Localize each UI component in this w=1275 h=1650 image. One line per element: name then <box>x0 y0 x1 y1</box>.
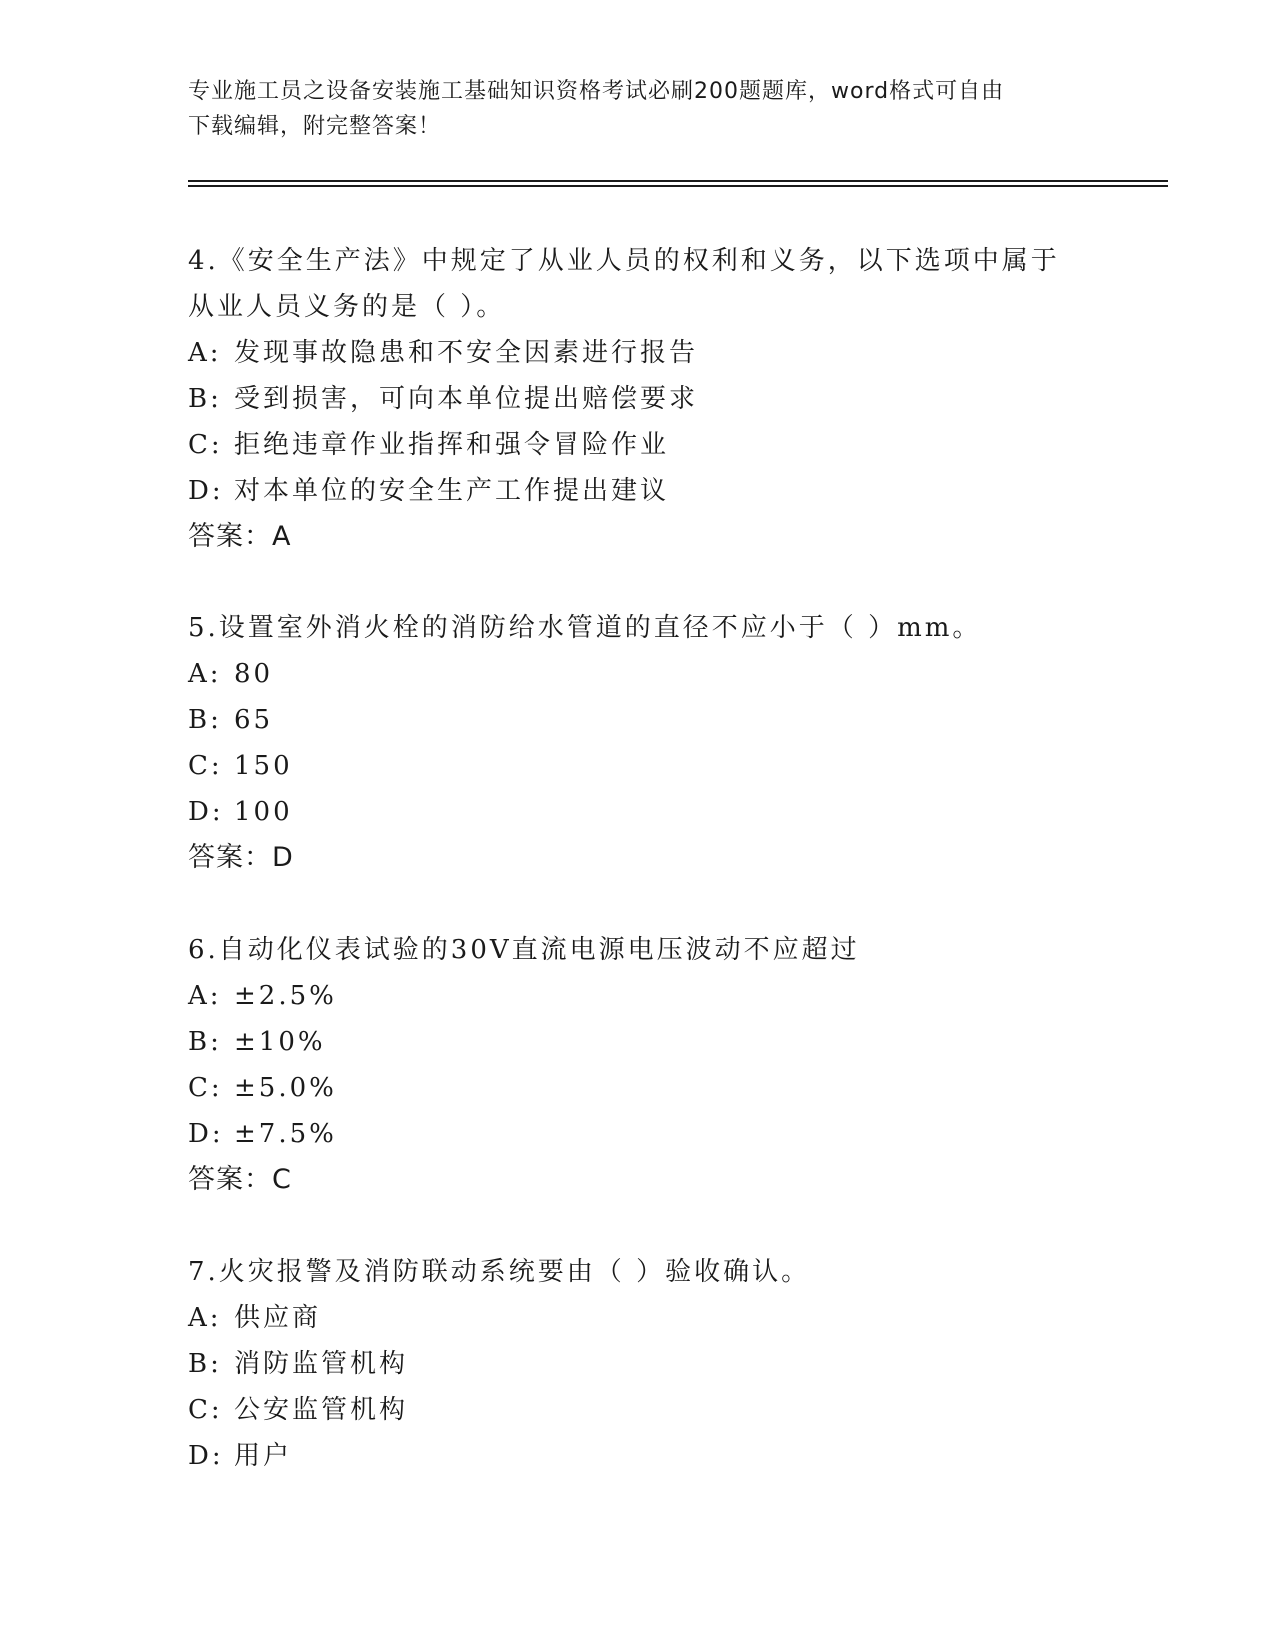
option-letter: C: <box>188 1073 223 1103</box>
question-4 <box>188 238 1108 560</box>
option-text: 80 <box>234 659 274 689</box>
option-text: 150 <box>234 751 293 781</box>
option-letter: C: <box>188 751 223 781</box>
option-text: ±2.5% <box>234 981 337 1011</box>
answer-line: 答案：D <box>188 842 294 873</box>
option-text: ±7.5% <box>234 1119 337 1149</box>
option-b <box>188 376 1108 422</box>
question-stem: 4.《安全生产法》中规定了从业人员的权利和义务，以下选项中属于 <box>188 246 1060 276</box>
option-c <box>188 743 1108 789</box>
option-d <box>188 789 1108 835</box>
option-b <box>188 697 1108 743</box>
header-line-1: 专业施工员之设备安装施工基础知识资格考试必刷200题题库，word格式可自由 <box>188 79 1005 104</box>
option-letter: A: <box>188 338 222 368</box>
option-text: ±5.0% <box>234 1073 337 1103</box>
option-d <box>188 1433 1108 1479</box>
option-text: 供应商 <box>234 1303 322 1333</box>
header-divider-top <box>188 180 1168 182</box>
answer-line: 答案：A <box>188 521 292 552</box>
question-5 <box>188 605 1108 881</box>
option-letter: A: <box>188 981 222 1011</box>
option-text: 拒绝违章作业指挥和强令冒险作业 <box>234 430 670 460</box>
question-7 <box>188 1249 1108 1479</box>
header-line-2: 下载编辑，附完整答案！ <box>188 114 442 139</box>
option-letter: B: <box>188 1027 222 1057</box>
option-a <box>188 330 1108 376</box>
option-letter: B: <box>188 705 222 735</box>
option-a <box>188 1295 1108 1341</box>
option-letter: D: <box>188 797 224 827</box>
option-letter: B: <box>188 384 222 414</box>
option-text: 用户 <box>234 1441 293 1471</box>
header-divider-bottom <box>188 185 1168 187</box>
option-d <box>188 468 1108 514</box>
option-d <box>188 1111 1108 1157</box>
question-stem-continued: 从业人员义务的是（ ）。 <box>188 292 506 322</box>
option-text: 公安监管机构 <box>234 1395 409 1425</box>
option-letter: B: <box>188 1349 222 1379</box>
option-letter: C: <box>188 430 223 460</box>
option-text: 65 <box>234 705 274 735</box>
option-b <box>188 1341 1108 1387</box>
question-stem: 5.设置室外消火栓的消防给水管道的直径不应小于（ ）mm。 <box>188 613 982 643</box>
option-a <box>188 973 1108 1019</box>
option-a <box>188 651 1108 697</box>
option-text: 发现事故隐患和不安全因素进行报告 <box>234 338 699 368</box>
question-stem: 6.自动化仪表试验的30V直流电源电压波动不应超过 <box>188 935 860 965</box>
option-text: ±10% <box>234 1027 326 1057</box>
question-stem: 7.火灾报警及消防联动系统要由（ ）验收确认。 <box>188 1257 811 1287</box>
option-letter: D: <box>188 1441 224 1471</box>
option-letter: D: <box>188 1119 224 1149</box>
option-letter: A: <box>188 659 222 689</box>
option-text: 100 <box>234 797 293 827</box>
option-c <box>188 1065 1108 1111</box>
answer-line: 答案：C <box>188 1164 292 1195</box>
option-c <box>188 1387 1108 1433</box>
document-header <box>188 74 1088 144</box>
question-6 <box>188 927 1108 1203</box>
option-text: 对本单位的安全生产工作提出建议 <box>234 476 670 506</box>
option-c <box>188 422 1108 468</box>
option-b <box>188 1019 1108 1065</box>
option-letter: D: <box>188 476 224 506</box>
option-text: 消防监管机构 <box>234 1349 409 1379</box>
option-text: 受到损害，可向本单位提出赔偿要求 <box>234 384 699 414</box>
option-letter: A: <box>188 1303 222 1333</box>
option-letter: C: <box>188 1395 223 1425</box>
